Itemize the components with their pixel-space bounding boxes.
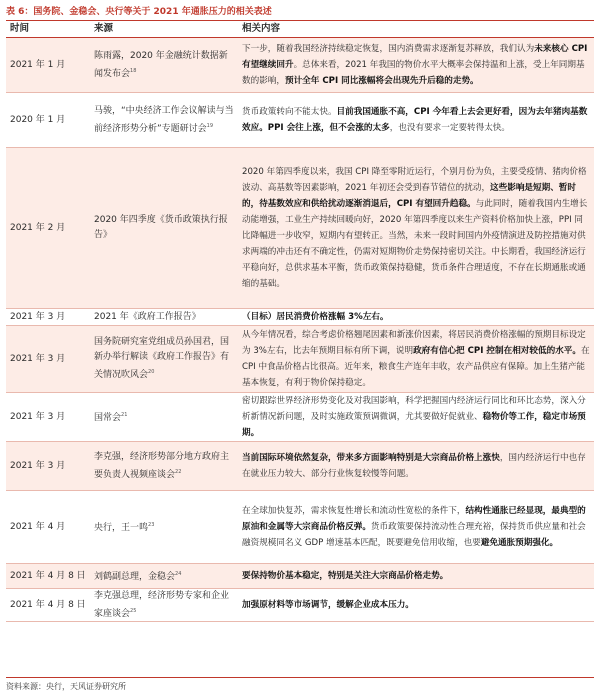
source-text: 李克强，经济形势部分地方政府主要负责人视频座谈会$^{22}$ (94, 451, 230, 480)
footnote-ref: 25 (130, 607, 137, 614)
body-text: ，也没有要求一定要转得太快。 (389, 123, 511, 133)
emphasis-text: 要保持物价基本稳定，特别是关注大宗商品价格走势。 (242, 571, 449, 581)
cell-time: 2021 年 3 月 (10, 353, 66, 364)
table-row (6, 442, 594, 491)
cell-time: 2021 年 4 月 8 日 (10, 599, 86, 610)
table-row (6, 491, 594, 564)
emphasis-text: 结构性通胀已经显现，最典型的原油和金属等大宗商品价格反弹。 (242, 506, 586, 532)
source-text: 央行，王一鸣$^{23}$ (94, 522, 155, 533)
footnote-ref: 18 (130, 67, 137, 74)
footer-rule (6, 677, 594, 678)
table-row (6, 148, 594, 309)
emphasis-text: 加强原材料等市场调节，缓解企业成本压力。 (242, 600, 414, 610)
cell-time: 2021 年 3 月 (10, 311, 66, 322)
body-text: 密切跟踪世界经济形势变化及对我国影响，科学把握国内经济运行同比和环比态势，深入分析新情况新问题，及时实施政策预调微调，尤其要做好促就业、 (242, 396, 586, 422)
table-title: 表 6：国务院、金稳会、央行等关于 2021 年通胀压力的相关表述 (6, 7, 272, 17)
source-text: 2021 年《政府工作报告》 (94, 311, 201, 322)
emphasis-text: 这些影响是短期、暂时的，待基数效应和供给扰动逐渐消退后，CPI 有望回升趋稳。 (242, 183, 576, 209)
source-note: 资料来源：央行，天风证券研究所 (6, 682, 126, 691)
cell-source (90, 589, 238, 621)
header-content: 相关内容 (242, 23, 281, 34)
table-row (6, 393, 594, 442)
content-text (242, 503, 590, 551)
body-text: 从今年情况看，综合考虑价格翘尾因素和新涨价因素，将居民消费价格涨幅的预期目标设定为 3%左右，比去年预期目标有所下调，说明 (242, 330, 586, 356)
source-text: 陈雨露，2020 年金融统计数据新闻发布会$^{18}$ (94, 50, 228, 79)
header-source: 来源 (94, 23, 114, 34)
table-row (6, 38, 594, 93)
body-text: 与此同时，随着我国内生增长动能增强，工业生产持续回暖向好，2020 年第四季度以来生产资料价格加快上涨，PPI 同比降幅进一步收窄，短期内有望转正。当然，未来一段时间国内外疫情演进及防控措施对供求两端的冲击还有不确定性，仍需对短期物价走势保持密切关注。中长期看，我国经济运行平稳向好，总供求基本平衡，货币政策保持稳健，货币条件合理适度，不存在长期通胀或通缩的基础。 (242, 199, 588, 289)
cell-source (90, 564, 238, 588)
table-row (6, 564, 594, 589)
cell-source (90, 93, 238, 147)
source-text: 国务院研究室党组成员孙国君，国新办举行解读《政府工作报告》有关情况吹风会$^{20}$ (94, 337, 230, 380)
cell-source (90, 326, 238, 392)
cell-content (238, 38, 594, 92)
cell-source (90, 38, 238, 92)
content-text (242, 597, 414, 613)
table-row (6, 326, 594, 393)
emphasis-text: （目标）居民消费价格涨幅 3%左右。 (242, 312, 389, 322)
source-text: 刘鹤副总理，金稳会$^{24}$ (94, 571, 182, 582)
source-text: 2020 年四季度《货币政策执行报告》 (94, 215, 228, 240)
cell-time: 2021 年 3 月 (10, 460, 66, 471)
footnote-ref: 20 (148, 369, 155, 375)
emphasis-text: 政府有信心把 CPI 控制在相对较低的水平。 (413, 346, 581, 356)
body-text: 2020 年第四季度以来，我国 CPI 降至零附近运行，个别月份为负，主要受疫情、猪肉价格波动、高基数等因素影响，2021 年初还会受到春节错位的扰动， (242, 167, 587, 193)
cell-source (90, 148, 238, 308)
cell-source (90, 309, 238, 325)
emphasis-text: 避免通胀预期强化。 (480, 538, 559, 548)
body-text: 货币政策要保持流动性合理充裕，保持货币供应量和社会融资规模同名义 GDP 增速基本匹配，既要避免信用收缩，也要 (242, 522, 586, 548)
footnote-ref: 22 (175, 468, 182, 475)
cell-source (90, 393, 238, 441)
footnote-ref: 21 (121, 412, 128, 418)
content-text (242, 393, 590, 441)
footnote-ref: 24 (175, 571, 182, 577)
cell-content (238, 564, 594, 588)
table-row (6, 309, 594, 326)
cell-time: 2021 年 1 月 (10, 59, 66, 70)
cell-source (90, 442, 238, 490)
table-row (6, 93, 594, 148)
footnote-ref: 23 (148, 522, 155, 528)
footnote-ref: 19 (206, 122, 214, 129)
source-text: 李克强总理，经济形势专家和企业家座谈会$^{25}$ (94, 590, 230, 619)
header-time: 时间 (10, 23, 30, 34)
cell-content (238, 589, 594, 621)
source-text: 国常会$^{21}$ (94, 412, 128, 423)
table-body (6, 38, 594, 622)
cell-time: 2021 年 3 月 (10, 411, 66, 422)
body-text: 货币政策转向不能太快。 (242, 107, 337, 117)
body-text: ，国内经济运行中也存在就业压力较大、部分行业恢复较慢等问题。 (242, 453, 586, 479)
table-row (6, 589, 594, 622)
emphasis-text: 预计全年 CPI 同比涨幅将会出现先升后稳的走势。 (284, 76, 479, 86)
cell-time: 2021 年 2 月 (10, 222, 66, 233)
cell-content (238, 93, 594, 147)
cell-source (90, 491, 238, 563)
table-header (6, 20, 594, 38)
cell-content (238, 393, 594, 441)
content-text (242, 164, 590, 292)
content-text (242, 104, 590, 136)
cell-time: 2020 年 1 月 (10, 114, 66, 125)
policy-table (6, 20, 594, 622)
cell-content (238, 491, 594, 563)
cell-content (238, 326, 594, 392)
body-text: 下一步，随着我国经济持续稳定恢复，国内消费需求逐渐复苏释放，我们认为 (242, 44, 535, 54)
emphasis-text: 当前国际环境依然复杂，带来多方面影响特别是大宗商品价格上涨快 (242, 453, 500, 463)
emphasis-text: 未来核心 CPI 有望继续回升 (242, 44, 588, 70)
content-text (242, 309, 389, 325)
emphasis-text: 稳物价等工作，稳定市场预期。 (242, 412, 586, 438)
content-text (242, 327, 590, 391)
cell-time: 2021 年 4 月 8 日 (10, 570, 86, 581)
emphasis-text: 目前我国通胀不高，CPI 今年看上去会更好看，因为去年猪肉基数效应。PPI 会往上涨，但不会涨的太多 (242, 107, 588, 133)
cell-content (238, 309, 594, 325)
source-text: 马骏，“中央经济工作会议解读与当前经济形势分析”专题研讨会$^{19}$ (94, 105, 234, 134)
cell-time: 2021 年 4 月 (10, 521, 66, 532)
body-text: 。总体来看，2021 年我国的物价水平大概率会保持温和上涨，受上年同期基数的影响， (242, 60, 585, 86)
body-text: 在 CPI 中食品价格占比很高。近年来，粮食生产连年丰收，农产品供应有保障。加上生猪产能基本恢复，有利于物价保持稳定。 (242, 346, 590, 388)
cell-content (238, 442, 594, 490)
content-text (242, 568, 448, 584)
content-text (242, 450, 590, 482)
body-text: 在全球加快复苏，需求恢复性增长和流动性宽松的条件下， (242, 506, 466, 516)
cell-content (238, 148, 594, 308)
content-text (242, 41, 590, 89)
